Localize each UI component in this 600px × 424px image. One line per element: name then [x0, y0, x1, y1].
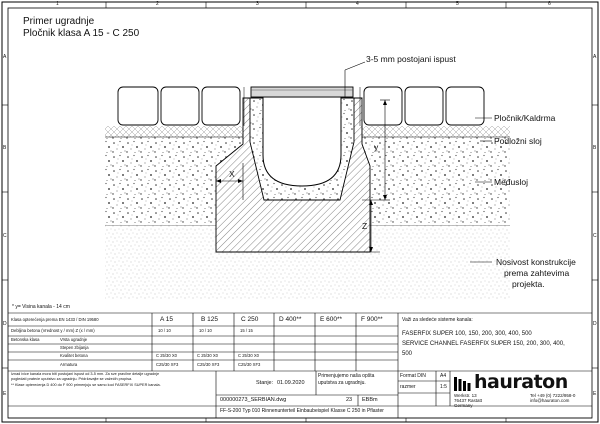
col-a15: A 15: [160, 316, 174, 323]
table-cell: 10 / 10: [158, 328, 171, 333]
paving-label: Pločnik/Kaldrma: [494, 113, 556, 123]
drawing-subtitle: Pločnik klasa A 15 - C 250: [23, 28, 140, 39]
company-address: Werkstr. 13: [454, 393, 477, 398]
concrete-quality-row-label: Kvalitet betona: [60, 353, 88, 358]
installation-note: Iznad ivice kanala mora biti postojani ispust od 3-5 mm. Za sve pravilne detalje ugradnje: [11, 372, 160, 376]
company-address: Germany: [454, 403, 473, 408]
format-label: Format DIN: [400, 373, 426, 379]
company-phone: Tel +49 (0) 7222/958-0: [530, 393, 576, 398]
grid-label-top: 1: [56, 1, 59, 7]
table-cell: C25/30 XF3: [197, 362, 220, 367]
hauraton-logo-mark: [454, 377, 471, 391]
construction-label: prema zahtevima: [504, 268, 570, 278]
grid-label-side: D: [3, 321, 7, 327]
page-number: 23: [346, 397, 353, 403]
construction-label: Nosivost konstrukcije: [496, 257, 576, 267]
table-cell: C 25/30 X0: [197, 353, 218, 358]
gap-label: 3-5 mm postojani ispust: [366, 54, 456, 64]
dim-z-label: Z: [362, 221, 368, 231]
general-note: Primenjujemo naša opšta: [318, 373, 375, 379]
models-list: SERVICE CHANNEL FASERFIX SUPER 150, 200, 300, 400,: [402, 341, 565, 347]
grid-label-side: B: [593, 145, 597, 151]
file-name: 000000273_SERBIAN.dwg: [220, 397, 287, 403]
date-label: Stanje:: [256, 380, 274, 386]
compaction-row-label: Stepen zbijanja: [60, 345, 89, 350]
col-e600: E 600**: [320, 316, 343, 323]
table-cell: 15 / 15: [240, 328, 253, 333]
grid-label-side: A: [3, 54, 7, 60]
grid-label-top: 3: [256, 1, 259, 7]
models-list: 500: [402, 351, 413, 357]
col-c250: C 250: [241, 316, 259, 323]
grid-label-side: D: [593, 321, 597, 327]
grating: [251, 87, 353, 97]
date-value: 01.09.2020: [277, 380, 305, 386]
thickness-row-label: Debljina betona (Vrednost y / mm) Z (x / mm): [11, 328, 95, 333]
grid-label-top: 6: [548, 1, 551, 7]
grid-label-side: C: [593, 233, 597, 239]
install-type-row-label: Vrsta ugradnje: [60, 337, 88, 342]
concrete-class-row-label: Betonska klasa: [11, 337, 40, 342]
company-email: info@hauraton.com: [530, 398, 570, 403]
dim-x-label: X: [229, 169, 235, 179]
table-cell: C 25/30 X0: [156, 353, 177, 358]
table-cell: C25/30 XF3: [238, 362, 261, 367]
dim-y-label: y: [374, 142, 379, 152]
channel-inner: [263, 97, 341, 186]
grid-label-top: 5: [456, 1, 459, 7]
reinforcement-row-label: Armatura: [60, 362, 78, 367]
col-d400: D 400**: [279, 316, 302, 323]
scale-value: 1:5: [440, 384, 447, 390]
installation-note: ** Klase opterećenja D 400 do F 900 primenjuju se samo kod FASERFIX SUPER kanala.: [11, 383, 161, 387]
grid-label-side: E: [593, 391, 597, 397]
drawing-reference: FF-S-200 Typ 010 Rinnenunterteil Einbaubeispiel Klasse C 250 in Pflaster: [220, 408, 384, 414]
installation-note: pogledati prateće uputstvo za ugradnju. Pridržavajte se važećih propisa.: [11, 377, 133, 381]
construction-label: projekta.: [512, 279, 545, 289]
edition: EBBm: [362, 397, 378, 403]
grid-label-side: C: [3, 233, 7, 239]
table-cell: C 25/30 X0: [238, 353, 259, 358]
subbase-label: Podložni sloj: [494, 136, 542, 146]
general-note: uputstva za ugradnju.: [318, 380, 366, 386]
grid-label-top: 4: [356, 1, 359, 7]
grid-label-top: 2: [156, 1, 159, 7]
grid-label-side: B: [3, 145, 7, 151]
grid-label-side: E: [3, 391, 7, 397]
company-address: 76437 Rastatt: [454, 398, 483, 403]
table-cell: C25/30 XF3: [156, 362, 179, 367]
grid-label-side: A: [593, 54, 597, 60]
col-f900: F 900**: [361, 316, 383, 323]
models-heading: Važi za sledeće sisteme kanala:: [402, 317, 473, 323]
format-value: A4: [440, 373, 447, 379]
height-footnote: * y= Visina kanala - 14 cm: [12, 304, 70, 310]
drawing-title: Primer ugradnje: [23, 16, 95, 27]
table-cell: 10 / 10: [199, 328, 212, 333]
interlayer-label: Međusloj: [494, 177, 529, 187]
company-logo: hauraton: [474, 371, 568, 393]
col-b125: B 125: [201, 316, 218, 323]
scale-label: razmer: [400, 384, 416, 390]
models-list: FASERFIX SUPER 100, 150, 200, 300, 400, 500: [402, 331, 532, 337]
load-class-row-label: Klasa opterećenja prema EN 1433 / DIN 19580: [11, 317, 99, 322]
